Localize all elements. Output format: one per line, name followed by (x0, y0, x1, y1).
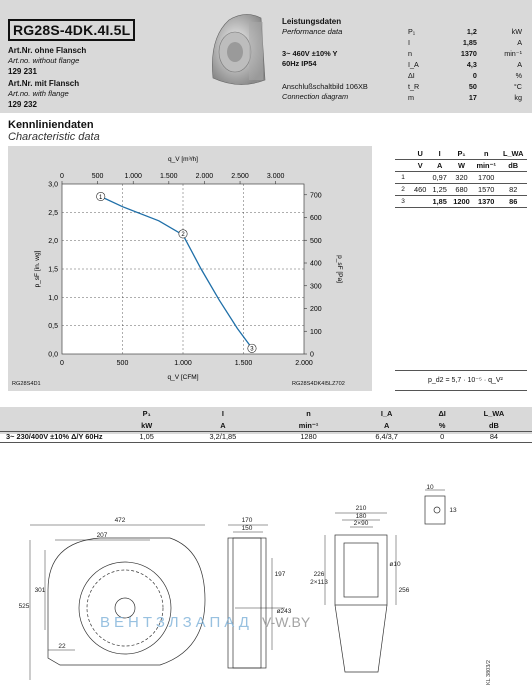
y-inwg-tick: 3,0 (48, 181, 58, 189)
dim-197: 197 (274, 571, 286, 578)
dim-2x113: 2×113 (310, 579, 328, 586)
op-unit-l: dB (499, 160, 527, 172)
y-left-axis-label: p_sF [in. wg] (34, 250, 41, 288)
x-cfm-tick: 1.000 (174, 360, 192, 367)
art-with-flange-label: Art.Nr. mit Flansch (8, 79, 80, 88)
y-pa-tick: 100 (310, 328, 322, 336)
op-unit-u: V (411, 160, 429, 172)
operating-point-label: 2 (181, 232, 185, 239)
x-m3h-tick: 2.000 (195, 173, 214, 180)
y-pa-tick: 200 (310, 306, 322, 314)
art-with-flange-number: 129 232 (8, 100, 37, 109)
var-head-n: n (306, 409, 311, 419)
dim-10: 10 (426, 484, 434, 491)
x-bottom-axis-label: q_V [CFM] (167, 374, 199, 381)
operating-point-label: 3 (250, 346, 254, 353)
var-unit-n: min⁻¹ (298, 420, 319, 430)
var-head-p: P₁ (142, 409, 151, 419)
var-head-ia: I_A (380, 409, 393, 419)
perf-sym: m (408, 93, 414, 102)
perf-val: 1370 (460, 49, 477, 58)
op-header-row (395, 148, 527, 160)
y-pa-tick: 400 (310, 260, 322, 268)
op-u: 460 (411, 184, 429, 196)
perf-val: 50 (468, 82, 477, 91)
y-pa-tick: 600 (310, 215, 322, 223)
x-cfm-tick: 1.500 (234, 360, 253, 367)
op-row (395, 172, 527, 184)
perf-val: 0 (472, 71, 477, 80)
op-u (411, 172, 429, 184)
x-m3h-tick: 3.000 (266, 173, 285, 180)
perf-row (406, 92, 524, 103)
perf-unit: % (515, 71, 522, 80)
op-u (411, 196, 429, 208)
op-i: 0,97 (429, 172, 450, 184)
dim-207: 207 (96, 532, 108, 539)
perf-title-en: Performance data (282, 27, 343, 36)
dim-472: 472 (114, 517, 126, 524)
connection-diagram-en: Connection diagram (282, 92, 349, 101)
var-head-l: L_WA (483, 409, 505, 419)
var-val-ia: 6,4/3,7 (375, 432, 398, 442)
chart-footer-right: RG28S4DK4I5LZ702 (292, 381, 345, 387)
perf-sym: n (408, 49, 412, 58)
x-m3h-tick: 500 (91, 173, 104, 180)
dim-d243: ø243 (276, 608, 292, 615)
var-unit-di: % (438, 420, 446, 430)
y-pa-tick: 300 (310, 283, 322, 291)
op-n: 1570 (473, 184, 499, 196)
performance-table (406, 26, 524, 103)
var-unit-p: kW (141, 420, 153, 430)
variant-table (0, 408, 532, 443)
op-row (395, 184, 527, 196)
x-cfm-tick: 500 (116, 360, 129, 367)
op-head-n: n (473, 148, 499, 160)
y-inwg-tick: 1,5 (48, 266, 58, 274)
perf-row (406, 48, 524, 59)
op-p: 1200 (450, 196, 473, 208)
op-pt: 1 (395, 172, 411, 184)
var-val-n: 1280 (300, 432, 317, 442)
op-unit-i: A (429, 160, 450, 172)
dim-170: 170 (241, 517, 253, 524)
dim-150: 150 (241, 525, 253, 532)
y-pa-tick: 500 (310, 237, 322, 245)
perf-sym: ΔI (408, 71, 415, 80)
dim-180: 180 (355, 513, 367, 520)
op-n: 1700 (473, 172, 499, 184)
art-without-flange-en: Art.no. without flange (8, 56, 80, 65)
perf-row (406, 70, 524, 81)
op-p: 680 (450, 184, 473, 196)
variant-unit-row (0, 420, 532, 432)
perf-sym: t_R (408, 82, 420, 91)
art-without-flange-number: 129 231 (8, 67, 37, 76)
model-title: RG28S-4DK.4I.5L (8, 19, 135, 41)
op-unit-n: min⁻¹ (473, 160, 499, 172)
x-cfm-tick: 0 (60, 360, 64, 367)
op-i: 1,85 (429, 196, 450, 208)
watermark-url: V-W.BY (262, 614, 311, 630)
op-row (395, 196, 527, 208)
perf-row (406, 81, 524, 92)
var-val-p: 1,05 (139, 432, 154, 442)
op-pt: 3 (395, 196, 411, 208)
x-m3h-tick: 2.500 (231, 173, 249, 180)
op-l (499, 172, 527, 184)
y-pa-tick: 700 (310, 192, 322, 200)
art-without-flange-label: Art.Nr. ohne Flansch (8, 46, 87, 55)
op-unit-row (395, 160, 527, 172)
section-title: Kennliniendaten (8, 119, 94, 131)
perf-val: 1,2 (466, 27, 477, 36)
var-unit-ia: A (383, 420, 390, 430)
voltage-rating: 3~ 460V ±10% Y (282, 49, 338, 58)
y-inwg-tick: 2,0 (48, 238, 58, 246)
y-inwg-tick: 0,5 (48, 323, 58, 331)
op-head-l: L_WA (499, 148, 527, 160)
side-code: KL 3803/2 (486, 660, 492, 685)
op-head-i: I (429, 148, 450, 160)
x-m3h-tick: 0 (60, 173, 64, 180)
y-inwg-tick: 0,0 (48, 351, 58, 359)
op-p: 320 (450, 172, 473, 184)
perf-unit: A (517, 38, 522, 47)
dim-210: 210 (355, 505, 367, 512)
operating-point-label: 1 (99, 194, 103, 201)
dynamic-pressure-formula: p_d2 = 5,7 · 10⁻⁵ · q_V² (428, 377, 503, 384)
x-m3h-tick: 1.000 (124, 173, 142, 180)
frequency-ip: 60Hz IP54 (282, 59, 317, 68)
variant-row-label: 3~ 230/400V ±10% Δ/Y 60Hz (6, 432, 103, 442)
perf-val: 17 (468, 93, 477, 102)
perf-row (406, 59, 524, 70)
var-val-di: 0 (440, 432, 445, 442)
dim-22: 22 (58, 643, 66, 650)
y-pa-tick: 0 (310, 351, 314, 359)
op-l: 82 (499, 184, 527, 196)
dim-256: 256 (398, 587, 410, 594)
perf-unit: °C (513, 82, 522, 91)
section-title-en: Characteristic data (8, 131, 100, 143)
x-m3h-tick: 1.500 (160, 173, 178, 180)
perf-title: Leistungsdaten (282, 17, 342, 26)
perf-unit: kW (511, 27, 522, 36)
var-head-i: I (221, 409, 224, 419)
watermark-logo: ВЕНТЗЛЗАПАД (100, 614, 253, 631)
x-cfm-tick: 2.000 (295, 360, 313, 367)
perf-unit: A (517, 60, 522, 69)
op-pt: 2 (395, 184, 411, 196)
y-right-axis-label: p_sF [Pa] (336, 255, 343, 283)
characteristic-chart (8, 146, 372, 391)
perf-unit: min⁻¹ (504, 49, 522, 58)
art-with-flange-en: Art.no. with flange (8, 89, 69, 98)
y-inwg-tick: 1,0 (48, 294, 58, 302)
perf-val: 1,85 (462, 38, 477, 47)
perf-val: 4,3 (466, 60, 477, 69)
perf-unit: kg (514, 93, 522, 102)
op-n: 1370 (473, 196, 499, 208)
perf-sym: I_A (408, 60, 419, 69)
perf-sym: P₁ (408, 27, 416, 36)
perf-row (406, 37, 524, 48)
variant-value-row (0, 431, 532, 443)
op-unit-p: W (450, 160, 473, 172)
x-top-axis-label: q_V [m³/h] (168, 156, 198, 163)
var-unit-l: dB (489, 420, 499, 430)
connection-diagram: Anschlußschaltbild 106XB (282, 82, 368, 91)
var-val-i: 3,2/1,85 (209, 432, 237, 442)
var-unit-i: A (220, 420, 226, 430)
var-val-l: 84 (489, 432, 499, 442)
fan-photo (205, 8, 269, 92)
op-l: 86 (499, 196, 527, 208)
dim-13: 13 (449, 507, 457, 514)
dimension-drawing (0, 480, 532, 691)
dim-525: 525 (18, 603, 30, 610)
var-head-di: ΔI (438, 409, 446, 419)
y-inwg-tick: 2,5 (48, 209, 58, 217)
op-head-u: U (411, 148, 429, 160)
perf-row (406, 26, 524, 37)
op-head-p: P₁ (450, 148, 473, 160)
chart-footer-left: RG28S4D1 (12, 381, 41, 387)
op-i: 1,25 (429, 184, 450, 196)
operating-points-table (395, 148, 527, 208)
dim-2x90: 2×90 (353, 520, 369, 527)
perf-sym: I (408, 38, 410, 47)
variant-header-row (0, 408, 532, 420)
dim-226: 226 (313, 571, 325, 578)
dim-d10: ø10 (389, 561, 401, 568)
dim-301: 301 (34, 587, 46, 594)
